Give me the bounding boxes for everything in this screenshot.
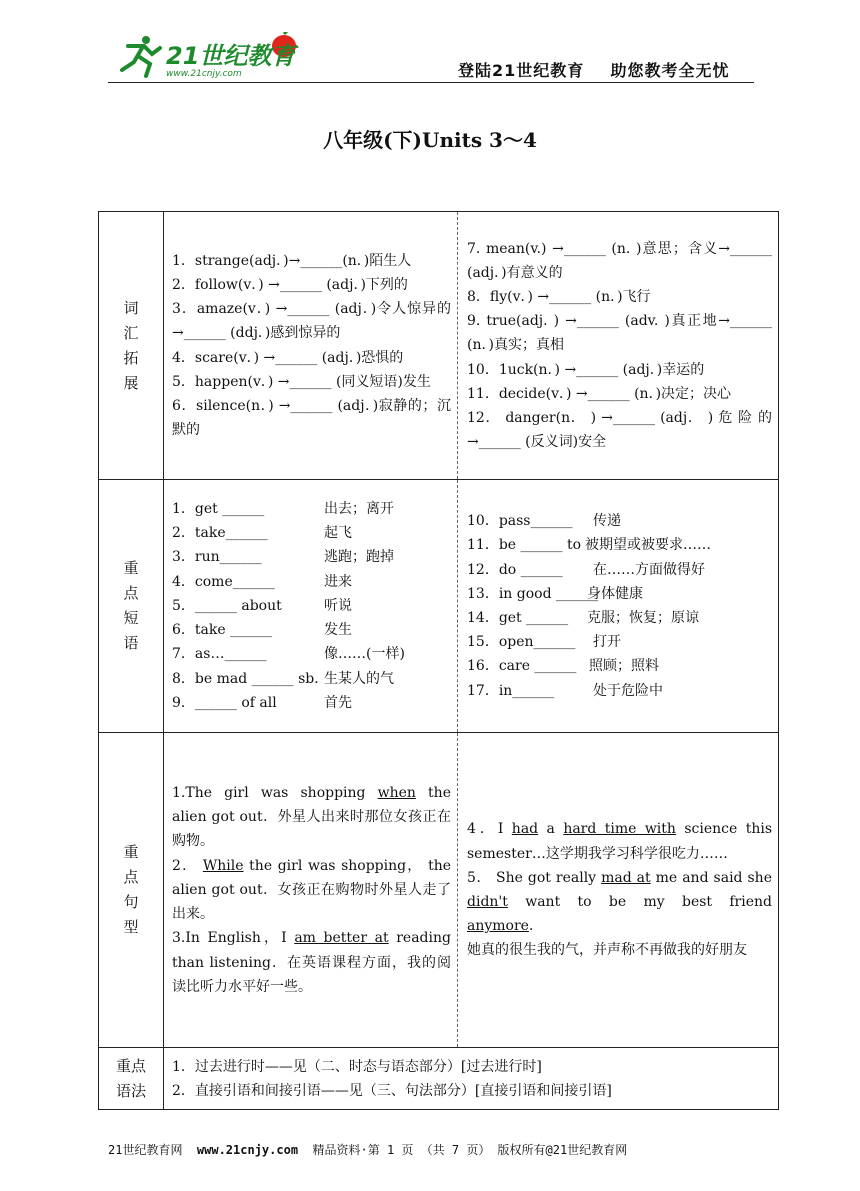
phrase-en: 12．do ______ bbox=[467, 561, 563, 578]
vocab-item: 7. mean(v.) →______ (n. )意思；含义→______ (adj．)有意义的 bbox=[467, 240, 772, 281]
sentence-item: 1.The girl was shopping when the alien got out．外星人出来时那位女孩正在购物。 bbox=[172, 785, 451, 850]
phrase-zh: 逃跑；跑掉 bbox=[324, 549, 394, 566]
phrase-en: 11．be ______ to bbox=[467, 537, 582, 554]
key-word: anymore bbox=[467, 918, 529, 935]
phrase-zh: 处于危险中 bbox=[593, 682, 663, 699]
category-char: 句 bbox=[123, 893, 139, 911]
vocab-item: 1．strange(adj．)→______(n．)陌生人 bbox=[172, 252, 412, 269]
phrase-en: 5．______ about bbox=[172, 597, 282, 614]
key-word: mad at bbox=[601, 869, 651, 886]
category-char: 拓 bbox=[123, 348, 139, 367]
key-word: when bbox=[377, 785, 416, 802]
phrase-item bbox=[172, 594, 451, 618]
sentences-category bbox=[99, 733, 164, 1048]
phrase-zh: 生某人的气 bbox=[324, 670, 394, 687]
phrase-zh: 出去；离开 bbox=[324, 501, 394, 518]
phrase-en: 4．come______ bbox=[172, 573, 275, 590]
category-char: 重 bbox=[123, 559, 139, 577]
phrases-right bbox=[458, 480, 779, 733]
category-char: 汇 bbox=[123, 323, 139, 342]
running-figure-icon bbox=[122, 36, 160, 76]
sentence-item: 3.In English，I am better at reading than listening．在英语课程方面，我的阅读比听力水平好一些。 bbox=[172, 930, 451, 995]
phrase-item bbox=[172, 691, 451, 715]
page-title: 八年级(下)Units 3～4 bbox=[323, 128, 537, 152]
footer-url: www.21cnjy.com bbox=[196, 1143, 299, 1157]
phrase-en: 2．take______ bbox=[172, 525, 268, 542]
logo-text: 21世纪教育 bbox=[166, 42, 296, 70]
vocab-item: 5．happen(v．) →______ (同义短语)发生 bbox=[172, 373, 431, 390]
phrase-zh: 首先 bbox=[324, 694, 352, 711]
grammar-content bbox=[164, 1048, 779, 1110]
phrase-en: 17．in______ bbox=[467, 682, 555, 699]
sentence-translation: 她真的很生我的气，并声称不再做我的好朋友 bbox=[467, 942, 747, 959]
vocab-item: 8．fly(v．) →______ (n．)飞行 bbox=[467, 288, 651, 305]
phrase-item bbox=[172, 642, 451, 666]
phrase-zh: 像……(一样) bbox=[324, 646, 405, 663]
logo-url: www.21cnjy.com bbox=[166, 69, 242, 79]
category-char: 型 bbox=[123, 918, 139, 936]
phrase-en: 7．as…______ bbox=[172, 646, 267, 663]
category-char: 重点 bbox=[115, 1056, 146, 1075]
phrase-en: 1．get ______ bbox=[172, 501, 265, 518]
phrase-item bbox=[467, 509, 772, 533]
category-char: 语 bbox=[123, 634, 139, 652]
phrase-en: 8．be mad ______ sb． bbox=[172, 670, 329, 687]
phrases-category bbox=[99, 480, 164, 733]
phrase-zh: 克服；恢复；原谅 bbox=[587, 610, 699, 626]
grammar-category bbox=[99, 1048, 164, 1110]
category-char: 词 bbox=[123, 298, 139, 317]
sentence-item: 4．I had a hard time with science this semester…这学期我学习科学很吃力…… bbox=[467, 821, 773, 862]
footer-site: 21世纪教育网 bbox=[108, 1143, 183, 1157]
phrase-zh: 发生 bbox=[324, 622, 352, 639]
vocab-item: 10．1uck(n．) →______ (adj．)幸运的 bbox=[467, 361, 705, 378]
summary-table bbox=[98, 211, 779, 1110]
header-rule bbox=[108, 82, 754, 83]
category-char: 重 bbox=[123, 843, 139, 861]
key-word: didn't bbox=[467, 894, 508, 910]
grammar-item: 1．过去进行时——见（二、时态与语态部分）[过去进行时] bbox=[172, 1058, 542, 1075]
key-word: While bbox=[202, 857, 244, 874]
phrases-row bbox=[99, 480, 779, 733]
phrases-left bbox=[164, 480, 458, 733]
phrase-zh: 照顾；照料 bbox=[589, 658, 659, 675]
sentences-row bbox=[99, 733, 779, 1048]
category-char: 短 bbox=[123, 609, 139, 627]
grammar-item: 2．直接引语和间接引语——见（三、句法部分）[直接引语和间接引语] bbox=[172, 1082, 612, 1099]
footer-rest: 精品资料·第 1 页 （共 7 页） 版权所有@21世纪教育网 bbox=[312, 1143, 628, 1157]
phrase-item bbox=[467, 679, 772, 703]
vocab-row bbox=[99, 212, 779, 480]
phrase-en: 10．pass______ bbox=[467, 513, 573, 530]
vocab-item: 9. true(adj. ) →______ (adv. )真正地→______ (n．)真实；真相 bbox=[467, 313, 772, 354]
phrase-en: 14．get ______ bbox=[467, 610, 569, 626]
phrase-zh: 传递 bbox=[593, 513, 621, 530]
grammar-row bbox=[99, 1048, 779, 1110]
phrase-zh: 起飞 bbox=[324, 525, 352, 542]
category-char: 展 bbox=[123, 373, 139, 392]
phrase-en: 16．care ______ bbox=[467, 658, 577, 675]
phrase-item bbox=[172, 618, 451, 642]
phrase-zh: 在……方面做得好 bbox=[593, 561, 705, 578]
phrase-zh: 打开 bbox=[593, 634, 621, 651]
phrase-item bbox=[172, 497, 451, 521]
page-footer bbox=[108, 1141, 627, 1158]
phrase-item bbox=[467, 582, 772, 606]
vocab-item: 3．amaze(v．) →______ (adj．)令人惊异的→______ (ddj．)感到惊异的 bbox=[172, 301, 451, 342]
phrase-item bbox=[172, 545, 451, 569]
phrase-item bbox=[467, 630, 772, 654]
phrase-en: 15．open______ bbox=[467, 634, 576, 651]
vocab-item: 6．silence(n．) →______ (adj．)寂静的；沉默的 bbox=[172, 397, 451, 439]
phrase-en: 9．______ of all bbox=[172, 694, 277, 711]
vocab-item: 2．follow(v．) →______ (adj．)下列的 bbox=[172, 276, 408, 293]
category-char: 点 bbox=[123, 584, 139, 602]
phrase-item bbox=[467, 558, 772, 582]
sentence-item: 2． While the girl was shopping， the alien got out．女孩正在购物时外星人走了出来。 bbox=[172, 857, 452, 923]
vocab-right bbox=[458, 212, 779, 480]
phrase-zh: 进来 bbox=[324, 573, 352, 590]
phrase-item bbox=[467, 654, 772, 678]
vocab-left bbox=[164, 212, 458, 480]
sentences-left bbox=[164, 733, 458, 1048]
phrase-zh: 身体健康 bbox=[587, 585, 643, 602]
category-char: 语法 bbox=[115, 1081, 146, 1100]
phrase-item bbox=[467, 606, 772, 630]
sentence-item: 5． She got really mad at me and said she didn't want to be my best friend anymore． bbox=[467, 869, 772, 935]
header-slogan: 登陆21世纪教育 助您教考全无忧 bbox=[458, 61, 730, 80]
phrase-en: 3．run______ bbox=[172, 549, 262, 566]
phrase-en: 13．in good ______ bbox=[467, 585, 598, 602]
vocab-item: 4．scare(v．) →______ (adj．)恐惧的 bbox=[172, 349, 404, 366]
phrase-en: 6．take ______ bbox=[172, 622, 273, 639]
phrase-zh: 被期望或被要求…… bbox=[585, 537, 711, 554]
phrase-zh: 听说 bbox=[324, 597, 352, 614]
category-char: 点 bbox=[123, 868, 139, 886]
phrase-item bbox=[172, 521, 451, 545]
phrase-item bbox=[467, 533, 772, 557]
key-word: hard time with bbox=[563, 821, 676, 838]
sentences-right bbox=[458, 733, 779, 1048]
phrase-item bbox=[172, 667, 451, 691]
phrase-item bbox=[172, 570, 451, 594]
vocab-item: 11．decide(v．) →______ (n．)决定；决心 bbox=[467, 385, 732, 402]
vocab-item: 12． danger(n． ) →______ (adj． ) 危 险 的 →______ (反义词)安全 bbox=[467, 410, 772, 451]
key-word: had bbox=[511, 821, 539, 838]
logo-21cnjy bbox=[108, 32, 308, 80]
key-word: am better at bbox=[294, 930, 389, 947]
vocab-category bbox=[99, 212, 164, 480]
